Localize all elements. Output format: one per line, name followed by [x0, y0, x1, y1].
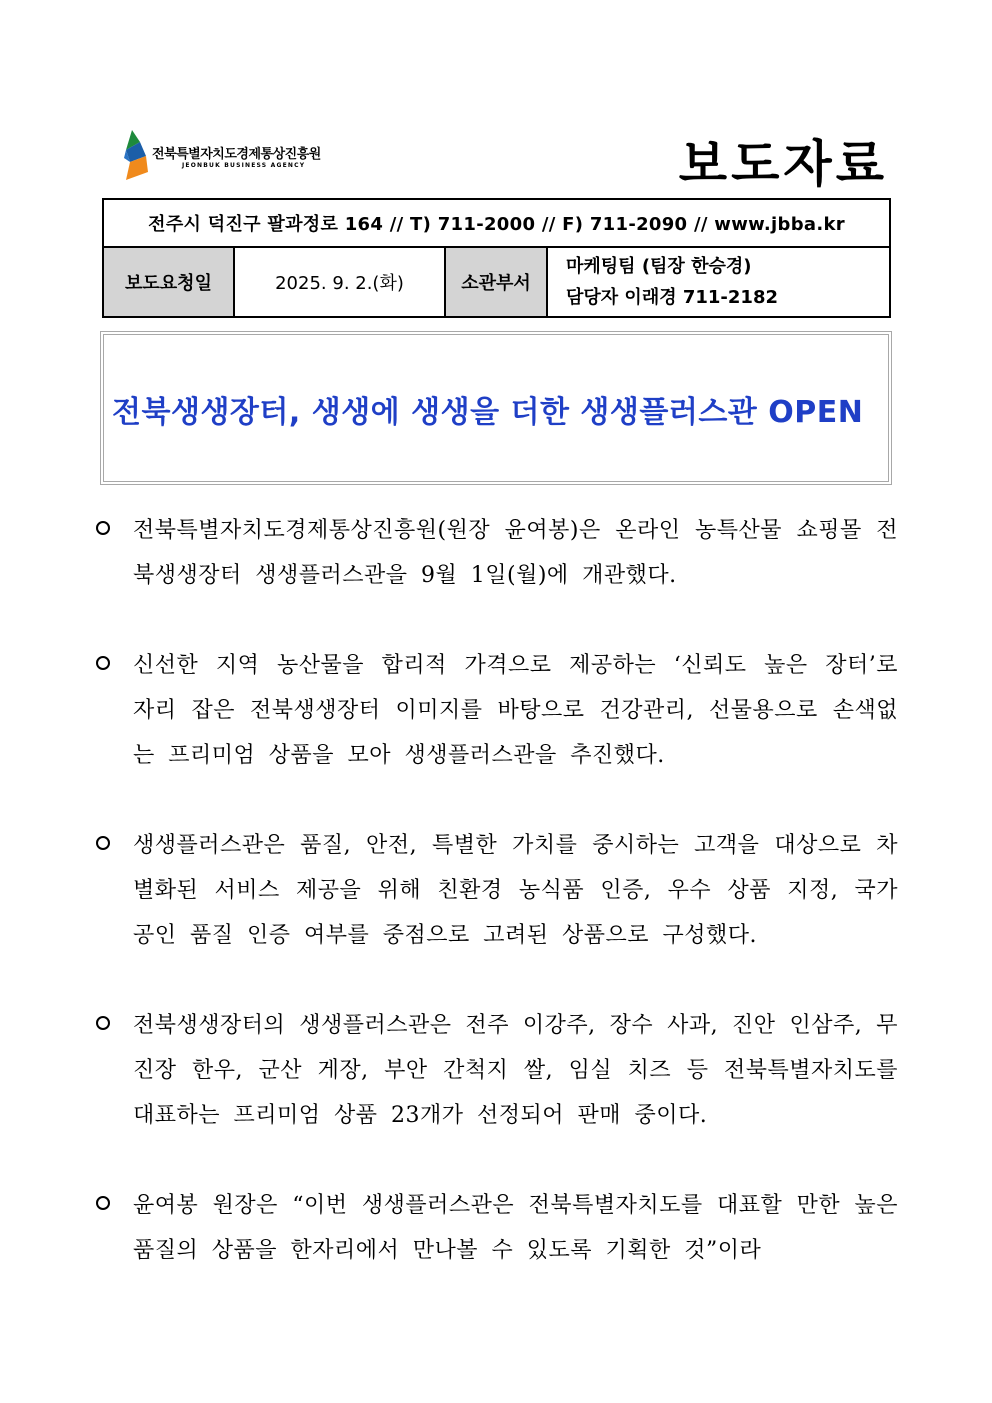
dept-contact: 담당자 이래경 711-2182 [566, 287, 779, 308]
circle-bullet-icon [96, 1196, 110, 1210]
paragraph-text: 전북특별자치도경제통상진흥원(원장 윤여봉)은 온라인 농특산물 쇼핑몰 전북생생장터 생생플러스관을 9월 1일(월)에 개관했다. [133, 518, 898, 588]
dept-team: 마케팅팀 (팀장 한승경) [566, 256, 752, 277]
press-body [96, 508, 898, 1318]
org-logo [122, 128, 362, 184]
paragraph-text: 생생플러스관은 품질, 안전, 특별한 가치를 중시하는 고객을 대상으로 차별화된 서비스 제공을 위해 친환경 농식품 인증, 우수 상품 지정, 국가 공인 품질 인증 여부를 중점으로 고려된 상품으로 구성했다. [133, 833, 898, 948]
doc-type-title: 보도자료 [678, 135, 888, 193]
circle-bullet-icon [96, 836, 110, 850]
headline-box [100, 331, 892, 485]
paragraph-text: 전북생생장터의 생생플러스관은 전주 이강주, 장수 사과, 진안 인삼주, 무진장 한우, 군산 게장, 부안 간척지 쌀, 임실 치즈 등 전북특별자치도를 대표하는 프리미엄 상품 23개가 선정되어 판매 중이다. [133, 1013, 898, 1128]
logo-mark-icon [122, 128, 152, 184]
paragraph [96, 643, 898, 778]
dept-info [547, 247, 890, 317]
paragraph-text: 윤여봉 원장은 “이번 생생플러스관은 전북특별자치도를 대표할 만한 높은 품질의 상품을 한자리에서 만나볼 수 있도록 기획한 것”이라 [133, 1193, 898, 1263]
headline: 전북생생장터, 생생에 생생을 더한 생생플러스관 OPEN [112, 395, 864, 430]
paragraph [96, 823, 898, 958]
date-value: 2025. 9. 2.(화) [234, 247, 445, 317]
circle-bullet-icon [96, 521, 110, 535]
date-label: 보도요청일 [103, 247, 234, 317]
paragraph [96, 508, 898, 598]
info-table [102, 198, 891, 318]
circle-bullet-icon [96, 656, 110, 670]
circle-bullet-icon [96, 1016, 110, 1030]
org-name: 전북특별자치도경제통상진흥원 [152, 147, 321, 162]
address-line: 전주시 덕진구 팔과정로 164 // T) 711-2000 // F) 711-2090 // www.jbba.kr [103, 199, 890, 247]
paragraph [96, 1003, 898, 1138]
dept-label: 소관부서 [445, 247, 547, 317]
paragraph [96, 1183, 898, 1273]
paragraph-text: 신선한 지역 농산물을 합리적 가격으로 제공하는 ‘신뢰도 높은 장터’로 자리 잡은 전북생생장터 이미지를 바탕으로 건강관리, 선물용으로 손색없는 프리미엄 상품을 모아 생생플러스관을 추진했다. [133, 653, 898, 768]
org-name-en: JEONBUK BUSINESS AGENCY [182, 162, 306, 169]
